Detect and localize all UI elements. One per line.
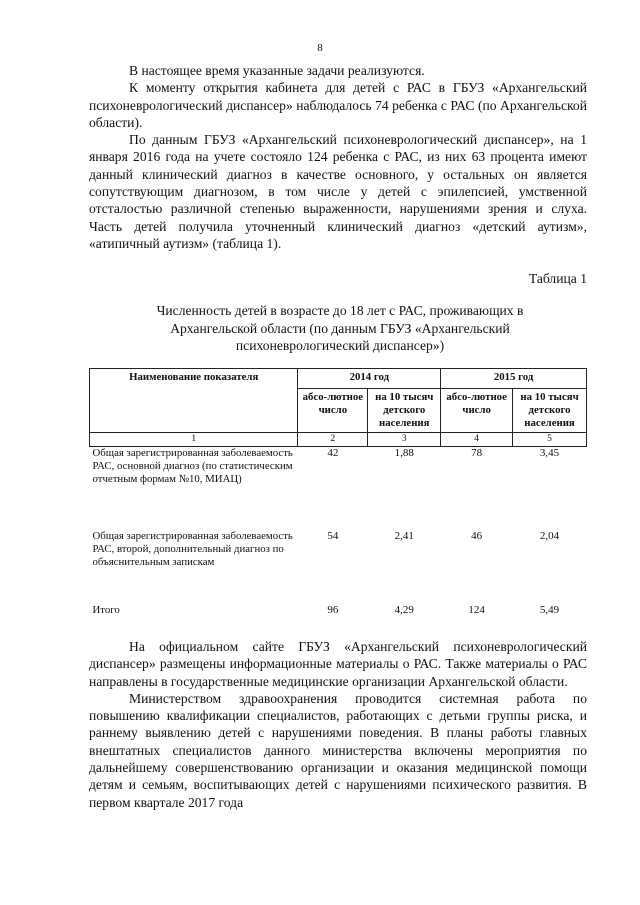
table-row: [90, 447, 587, 530]
cell-value: 124: [468, 603, 485, 616]
paragraph: На официальном сайте ГБУЗ «Архангельский психоневрологический диспансер» размещены информационные материалы о РАС. Также материалы о РАС направлены в государственные медицинские организации Архангельской области.: [89, 639, 587, 689]
paragraph: В настоящее время указанные задачи реализуются.: [129, 63, 425, 78]
cell-value: 3,45: [539, 447, 560, 459]
intro-text: [89, 62, 587, 252]
paragraph: По данным ГБУЗ «Архангельский психоневрологический диспансер», на 1 января 2016 года на учете состояло 124 ребенка с РАС, из них 63 процента имеют данный клинический диагноз в качестве основного, у остальных он является сопутствующим диагнозом, в том числе у детей с эпилепсией, умственной отсталостью различной степенью выраженности, нарушениями зрения и слуха. Часть детей получила уточненный клинический диагноз «детский аутизм», «атипичный аутизм» (таблица 1).: [89, 132, 587, 251]
cell-value: 54: [327, 529, 339, 542]
subheader-rate: на 10 тысяч детского населения: [513, 389, 587, 433]
column-index: 3: [368, 433, 441, 447]
row-label: Общая зарегистрированная заболеваемость РАС, второй, дополнительный диагноз по объяснительным запискам: [92, 529, 293, 568]
paragraph: Министерством здравоохранения проводится системная работа по повышению квалификации специалистов, работающих с детьми группы риска, и раннему выявлению детей с нарушениями поведения. В планы работы главных внештатных специалистов данного министерства включены мероприятия по дальнейшему совершенствованию организации и оказания медицинской помощи детям и семьям, воспитывающих детей с нарушениями психического развития. В первом квартале 2017 года: [89, 690, 587, 810]
column-index: 5: [513, 433, 587, 447]
column-index-row: [90, 433, 587, 447]
table-title: Численность детей в возрасте до 18 лет с РАС, проживающих в Архангельской области (по данным ГБУЗ «Архангельский психоневрологический диспансер»): [156, 303, 524, 353]
cell-value: 2,41: [394, 529, 414, 542]
cell-value: 78: [471, 447, 483, 459]
cell-value: 2,04: [539, 529, 560, 542]
column-index: 4: [441, 433, 513, 447]
row-label: Итого: [92, 603, 120, 616]
table-row: [90, 530, 587, 604]
cell-value: 5,49: [539, 603, 560, 616]
table-label: Таблица 1: [528, 271, 587, 286]
subheader-rate: на 10 тысяч детского населения: [368, 389, 441, 433]
subheader-absolute: абсо-лютное число: [441, 389, 513, 433]
paragraph: К моменту открытия кабинета для детей с РАС в ГБУЗ «Архангельский психоневрологический диспансер» наблюдалось 74 ребенка с РАС (по Архангельской области).: [89, 80, 587, 130]
statistics-table: [89, 368, 587, 624]
column-header-2014: 2014 год: [298, 369, 441, 389]
column-index: 1: [90, 433, 298, 447]
cell-value: 42: [327, 447, 339, 459]
subheader-absolute: абсо-лютное число: [298, 389, 368, 433]
row-label: Общая зарегистрированная заболеваемость РАС, основной диагноз (по статистическим отчетным формам №10, МИАЦ): [92, 447, 293, 485]
cell-value: 4,29: [394, 603, 414, 616]
closing-text: [89, 638, 587, 811]
table-row-total: [90, 604, 587, 624]
column-header-2015: 2015 год: [441, 369, 587, 389]
cell-value: 46: [471, 529, 483, 542]
column-header-name: Наименование показателя: [90, 369, 298, 433]
page-number: 8: [317, 42, 323, 54]
cell-value: 96: [327, 603, 339, 616]
cell-value: 1,88: [394, 447, 414, 459]
column-index: 2: [298, 433, 368, 447]
